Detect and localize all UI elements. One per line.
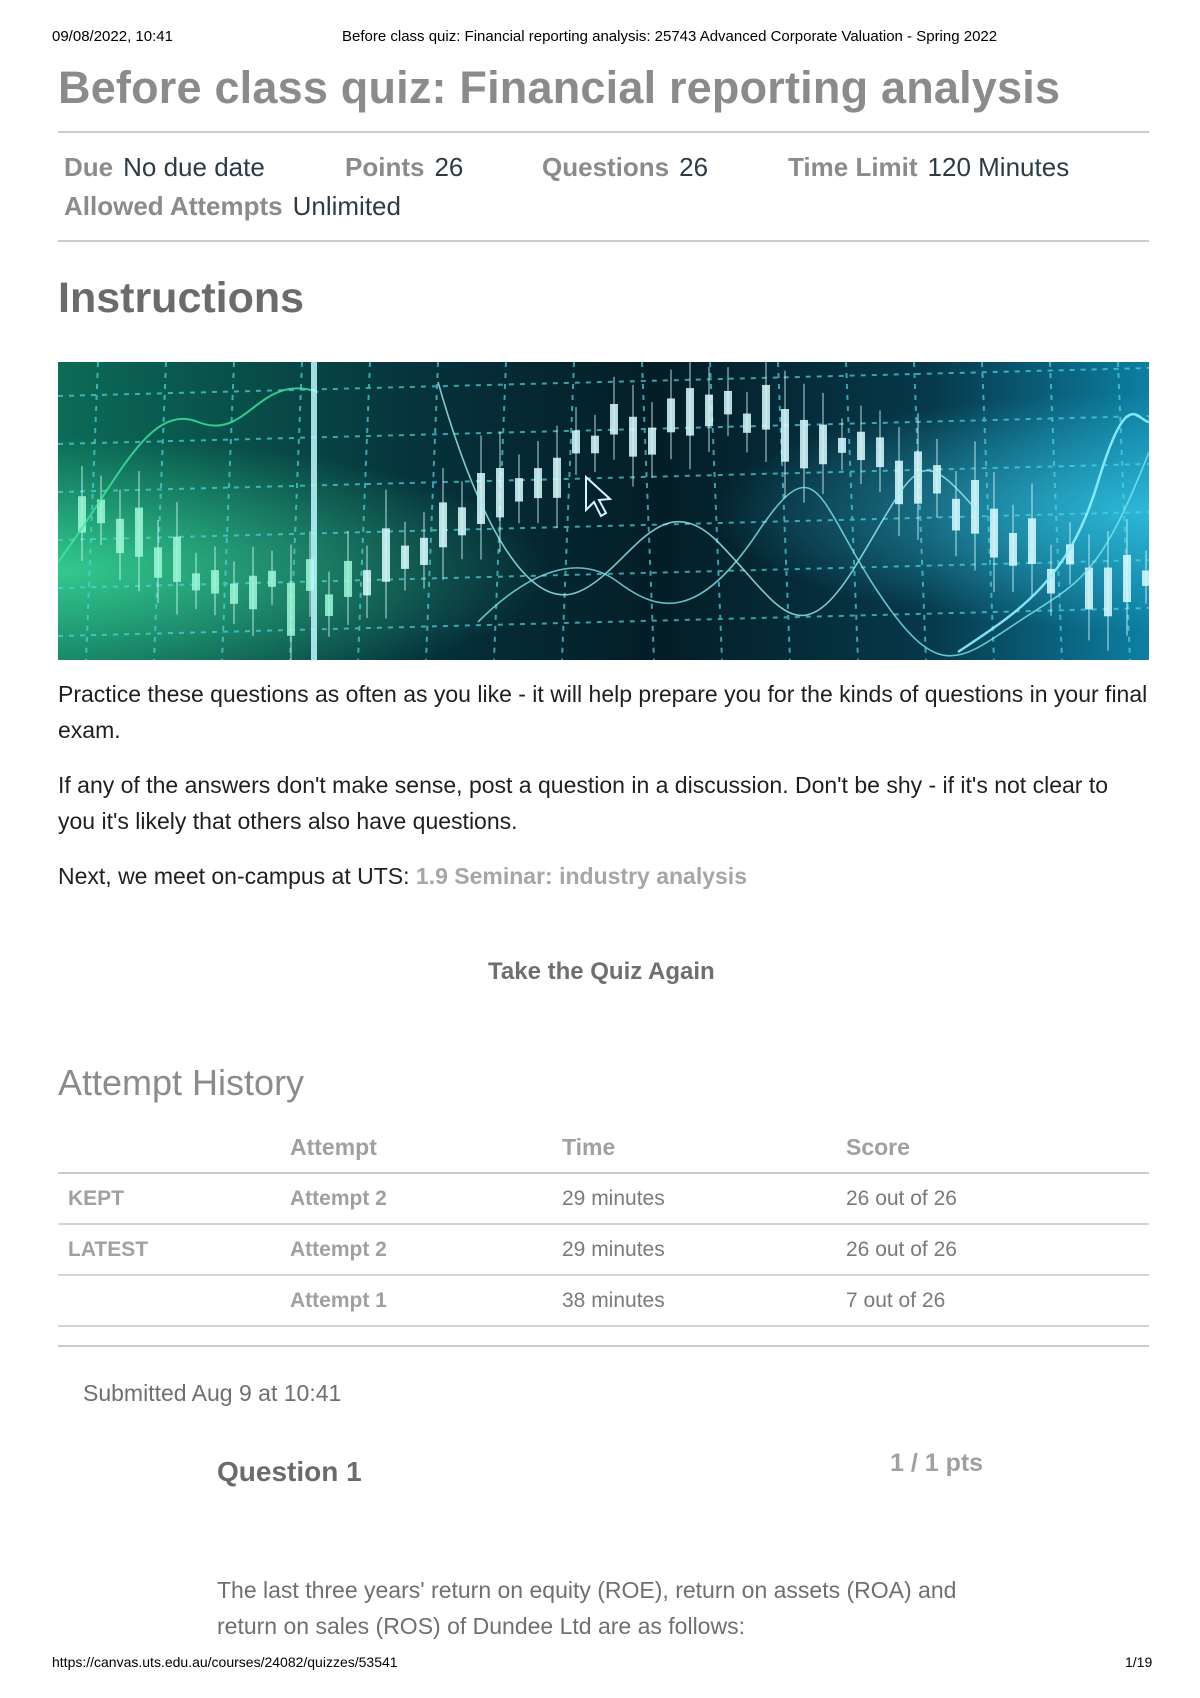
banner-candle-body [648, 428, 656, 455]
submitted-timestamp: Submitted Aug 9 at 10:41 [83, 1380, 342, 1406]
banner-candle-body [173, 537, 181, 582]
attempt-score: 7 out of 26 [846, 1275, 1149, 1326]
banner-candle-body [667, 398, 675, 432]
banner-candle-body [819, 425, 827, 465]
attempt-tag [58, 1275, 290, 1326]
banner-candle-body [591, 436, 599, 454]
banner-candle-body [952, 499, 960, 531]
divider [58, 1345, 1149, 1347]
banner-candle-body [211, 570, 219, 593]
banner-candle-body [838, 438, 846, 453]
banner-candle-body [857, 432, 865, 460]
banner-candle-body [553, 458, 561, 498]
page-title: Before class quiz: Financial reporting analysis [58, 62, 1061, 113]
allowed-attempts-label: Allowed Attempts [64, 191, 283, 221]
banner-candle-body [287, 583, 295, 636]
print-timestamp: 09/08/2022, 10:41 [52, 28, 173, 45]
print-footer-url: https://canvas.uts.edu.au/courses/24082/quizzes/53541 [52, 1654, 398, 1670]
question-title: Question 1 [217, 1456, 362, 1487]
attempt-link[interactable]: Attempt 1 [290, 1275, 562, 1326]
quiz-meta-questions [542, 152, 708, 183]
due-label: Due [64, 152, 114, 182]
column-header-tag [58, 1122, 290, 1173]
attempt-history-heading: Attempt History [58, 1062, 305, 1103]
points-label: Points [345, 152, 425, 182]
print-page-title: Before class quiz: Financial reporting analysis: 25743 Advanced Corporate Valuation - Spring 2022 [342, 28, 998, 45]
attempt-score: 26 out of 26 [846, 1224, 1149, 1275]
column-header-time: Time [562, 1122, 846, 1173]
attempt-time: 29 minutes [562, 1173, 846, 1224]
banner-candle-body [1104, 568, 1112, 617]
banner-candle-body [1028, 518, 1036, 564]
financial-chart-banner-image [58, 362, 1149, 660]
attempt-time: 38 minutes [562, 1275, 846, 1326]
banner-candle-body [458, 507, 466, 535]
questions-label: Questions [542, 152, 670, 182]
attempt-link[interactable]: Attempt 2 [290, 1173, 562, 1224]
table-row [58, 1224, 1149, 1275]
print-footer-page-number: 1/19 [1125, 1654, 1153, 1670]
divider [58, 240, 1149, 242]
banner-candle-body [496, 468, 504, 517]
banner-candle-body [610, 404, 618, 434]
banner-candle-body [420, 538, 428, 565]
points-value: 26 [434, 152, 464, 182]
banner-candle-body [800, 420, 808, 468]
banner-candle-body [876, 437, 884, 467]
banner-candle-body [534, 468, 542, 498]
banner-candle-body [135, 508, 143, 557]
quiz-meta-time-limit [788, 152, 1069, 183]
banner-candle-body [230, 584, 238, 604]
banner-candle-body [762, 385, 770, 430]
banner-graphic [58, 362, 1149, 660]
banner-candle-body [743, 414, 751, 433]
table-header-row [58, 1122, 1149, 1173]
attempt-score: 26 out of 26 [846, 1173, 1149, 1224]
attempt-link[interactable]: Attempt 2 [290, 1224, 562, 1275]
banner-candle-body [268, 571, 276, 587]
questions-value: 26 [679, 152, 709, 182]
banner-candle-body [401, 546, 409, 569]
banner-candle-body [439, 502, 447, 547]
instructions-paragraph-2: If any of the answers don't make sense, post a question in a discussion. Don't be shy - if it's not clear to you it's likely that others also have questions. [58, 772, 1109, 834]
banner-candle-body [572, 430, 580, 453]
instructions-heading: Instructions [58, 274, 305, 322]
banner-candle-body [781, 409, 789, 462]
banner-candle-body [344, 561, 352, 597]
due-value: No due date [123, 152, 265, 182]
question-points: 1 / 1 pts [890, 1449, 984, 1477]
time-limit-label: Time Limit [788, 152, 918, 182]
banner-candle-body [629, 417, 637, 457]
banner-candle-body [116, 519, 124, 553]
column-header-attempt: Attempt [290, 1122, 562, 1173]
attempt-tag: LATEST [58, 1224, 290, 1275]
banner-candle-body [1142, 570, 1149, 585]
seminar-link[interactable]: 1.9 Seminar: industry analysis [415, 863, 747, 889]
table-row [58, 1173, 1149, 1224]
table-row [58, 1275, 1149, 1326]
banner-candle-body [1009, 533, 1017, 566]
banner-candle-body [154, 547, 162, 577]
quiz-meta-points [345, 152, 463, 183]
banner-candle-body [686, 388, 694, 436]
banner-candle-body [325, 594, 333, 616]
banner-candle-body [914, 451, 922, 503]
banner-candle-body [971, 480, 979, 534]
banner-candle-body [705, 395, 713, 427]
quiz-meta-due [64, 152, 265, 183]
instructions-paragraph-3 [58, 858, 1149, 894]
question-body: The last three years' return on equity (ROE), return on assets (ROA) and return on sales (ROS) of Dundee Ltd are as follows: [217, 1577, 957, 1639]
next-meeting-text: Next, we meet on-campus at UTS: [58, 863, 416, 889]
banner-candle-body [363, 570, 371, 595]
banner-candle-body [1085, 568, 1093, 610]
banner-candle-body [249, 576, 257, 609]
divider [58, 131, 1149, 133]
take-quiz-again-button[interactable]: Take the Quiz Again [488, 958, 715, 985]
column-header-score: Score [846, 1122, 1149, 1173]
banner-candle-body [933, 465, 941, 493]
time-limit-value: 120 Minutes [927, 152, 1070, 182]
allowed-attempts-value: Unlimited [292, 191, 401, 221]
banner-candle-body [382, 528, 390, 581]
instructions-paragraph-1: Practice these questions as often as you like - it will help prepare you for the kinds of questions in your final exam. [58, 681, 1148, 743]
banner-candle-body [515, 478, 523, 501]
quiz-meta-allowed-attempts [64, 191, 401, 222]
banner-candle-body [990, 509, 998, 558]
attempt-history-table [58, 1122, 1149, 1327]
attempt-time: 29 minutes [562, 1224, 846, 1275]
banner-candle-body [1123, 555, 1131, 602]
banner-candle-body [192, 573, 200, 590]
attempt-tag: KEPT [58, 1173, 290, 1224]
banner-candle-body [724, 391, 732, 414]
